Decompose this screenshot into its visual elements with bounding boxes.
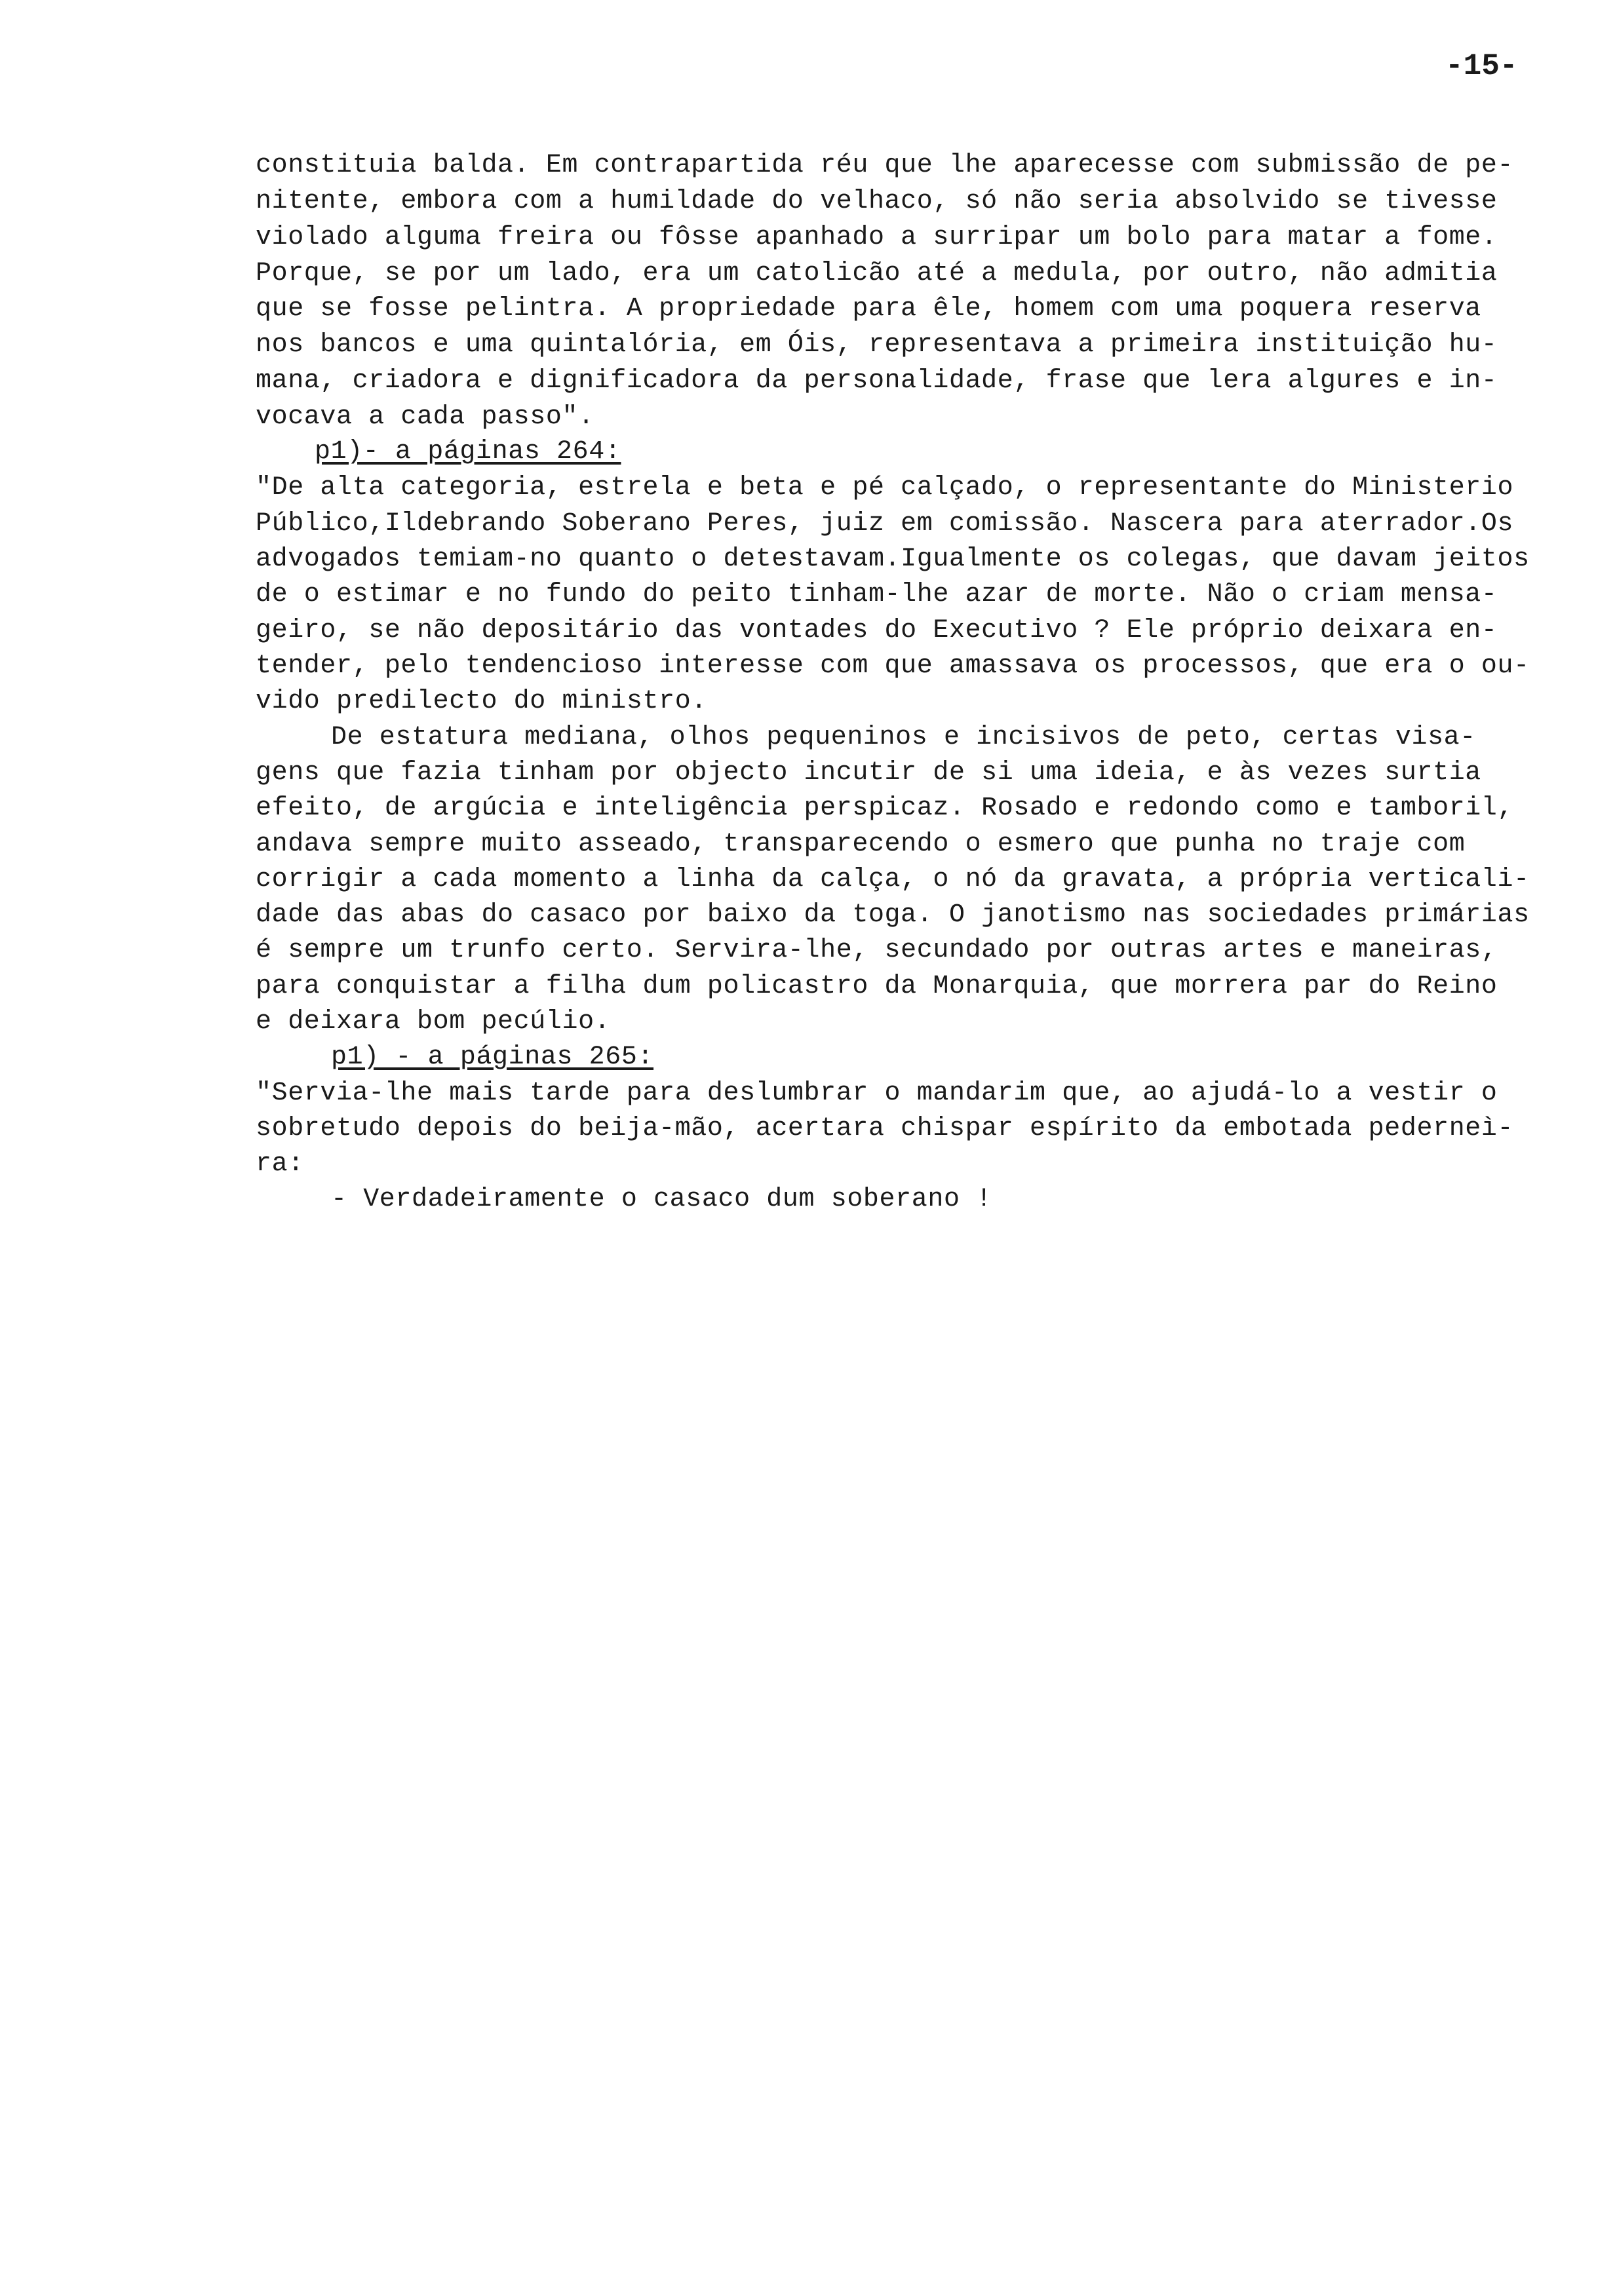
text-line: de o estimar e no fundo do peito tinham-lhe azar de morte. Não o criam mensa-: [256, 580, 1498, 609]
text-line: De estatura mediana, olhos pequeninos e incisivos de peto, certas visa-: [331, 723, 1476, 752]
text-line: nos bancos e uma quintalória, em Óis, representava a primeira instituição hu-: [256, 330, 1498, 360]
text-line: que se fosse pelintra. A propriedade para êle, homem com uma poquera reserva: [256, 294, 1481, 324]
text-line: vido predilecto do ministro.: [256, 687, 707, 716]
text-line: advogados temiam-no quanto o detestavam.Igualmente os colegas, que davam jeitos: [256, 545, 1530, 574]
text-line: constituia balda. Em contrapartida réu que lhe aparecesse com submissão de pe-: [256, 151, 1514, 180]
text-line: tender, pelo tendencioso interesse com que amassava os processos, que era o ou-: [256, 651, 1530, 681]
text-line: vocava a cada passo".: [256, 402, 594, 432]
text-line: violado alguma freira ou fôsse apanhado a surripar um bolo para matar a fome.: [256, 223, 1498, 252]
text-line: corrigir a cada momento a linha da calça, o nó da gravata, a própria verticali-: [256, 865, 1530, 894]
text-line: e deixara bom pecúlio.: [256, 1007, 611, 1037]
text-line: ra:: [256, 1149, 304, 1179]
text-line: gens que fazia tinham por objecto incutir de si uma ideia, e às vezes surtia: [256, 758, 1481, 788]
text-line: dade das abas do casaco por baixo da toga. O janotismo nas sociedades primárias: [256, 900, 1530, 930]
text-line: "De alta categoria, estrela e beta e pé calçado, o representante do Ministerio: [256, 473, 1514, 503]
section-heading: p1)- a páginas 264:: [315, 437, 621, 467]
text-line: sobretudo depois do beija-mão, acertara chispar espírito da embotada pederneì-: [256, 1114, 1514, 1143]
text-line: Porque, se por um lado, era um catolicão até a medula, por outro, não admitia: [256, 259, 1498, 288]
text-line: andava sempre muito asseado, transparecendo o esmero que punha no traje com: [256, 830, 1466, 859]
text-line: "Servia-lhe mais tarde para deslumbrar o mandarim que, ao ajudá-lo a vestir o: [256, 1079, 1498, 1108]
text-line: efeito, de argúcia e inteligência perspicaz. Rosado e redondo como e tamboril,: [256, 794, 1514, 823]
text-line: é sempre um trunfo certo. Servira-lhe, secundado por outras artes e maneiras,: [256, 936, 1498, 965]
text-line: Público,Ildebrando Soberano Peres, juiz em comissão. Nascera para aterrador.Os: [256, 509, 1514, 539]
text-line: - Verdadeiramente o casaco dum soberano !: [331, 1185, 992, 1214]
page-number: -15-: [1445, 49, 1518, 83]
text-line: para conquistar a filha dum policastro da Monarquia, que morrera par do Reino: [256, 972, 1498, 1001]
text-line: geiro, se não depositário das vontades do Executivo ? Ele próprio deixara en-: [256, 616, 1498, 645]
text-line: mana, criadora e dignificadora da personalidade, frase que lera algures e in-: [256, 366, 1498, 396]
section-heading: p1) - a páginas 265:: [331, 1043, 654, 1072]
text-line: nitente, embora com a humildade do velhaco, só não seria absolvido se tivesse: [256, 187, 1498, 216]
